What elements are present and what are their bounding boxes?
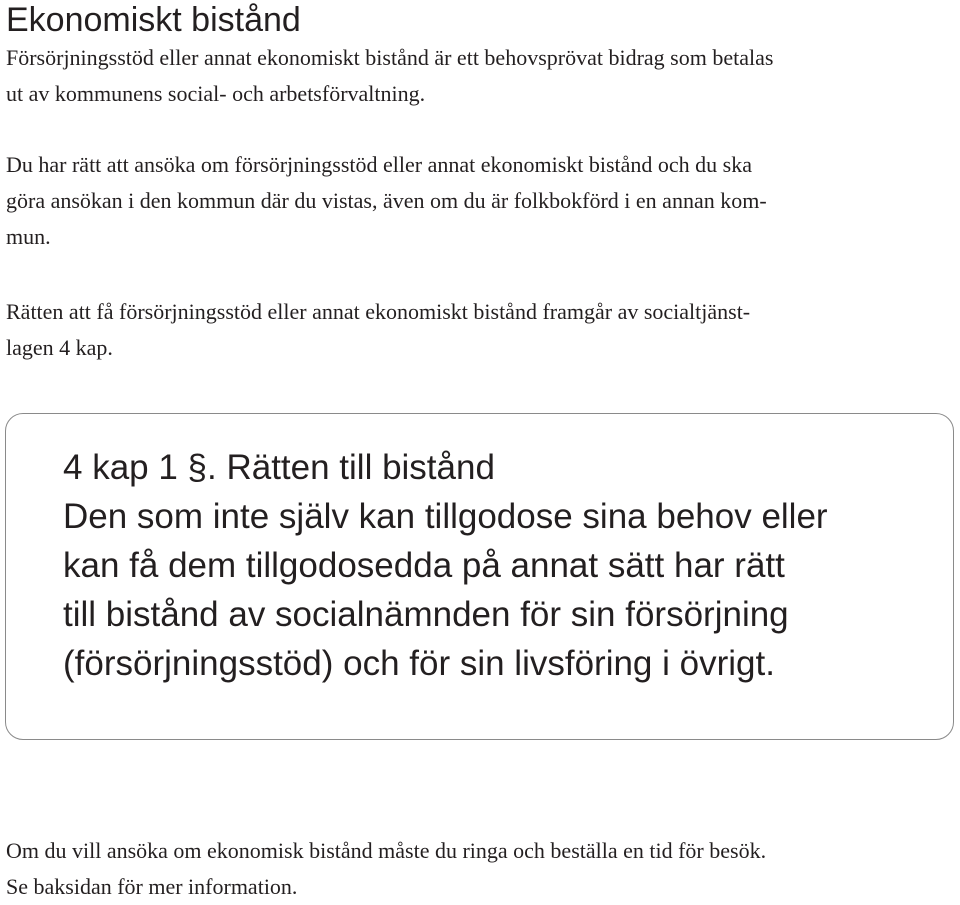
intro-line: ut av kommunens social- och arbetsförvaltning. — [6, 81, 426, 106]
law-reference-line: lagen 4 kap. — [6, 335, 113, 360]
apply-paragraph — [6, 147, 956, 255]
apply-line: mun. — [6, 224, 51, 249]
apply-line: göra ansökan i den kommun där du vistas, även om du är folkbokförd i en annan kom- — [6, 188, 767, 213]
law-quote-text — [63, 443, 828, 688]
footer-line: Om du vill ansöka om ekonomisk bistånd måste du ringa och beställa en tid för besök. — [6, 838, 767, 863]
law-quote-line: Den som inte själv kan tillgodose sina behov eller — [63, 497, 828, 536]
intro-line: Försörjningsstöd eller annat ekonomiskt bistånd är ett behovsprövat bidrag som betalas — [6, 45, 774, 70]
law-quote-line: till bistånd av socialnämnden för sin försörjning — [63, 595, 789, 634]
law-quote-line: (försörjningsstöd) och för sin livsföring i övrigt. — [63, 644, 775, 683]
intro-paragraph — [6, 40, 956, 112]
law-quote-line: kan få dem tillgodosedda på annat sätt har rätt — [63, 546, 785, 585]
law-quote-heading: 4 kap 1 §. Rätten till bistånd — [63, 448, 495, 487]
law-reference-line: Rätten att få försörjningsstöd eller annat ekonomiskt bistånd framgår av socialtjänst- — [6, 299, 751, 324]
law-reference-paragraph — [6, 294, 956, 366]
apply-line: Du har rätt att ansöka om försörjningsstöd eller annat ekonomiskt bistånd och du ska — [6, 152, 753, 177]
footer-line: Se baksidan för mer information. — [6, 874, 298, 899]
page-title: Ekonomiskt bistånd — [6, 1, 301, 39]
footer-paragraph — [6, 833, 956, 905]
